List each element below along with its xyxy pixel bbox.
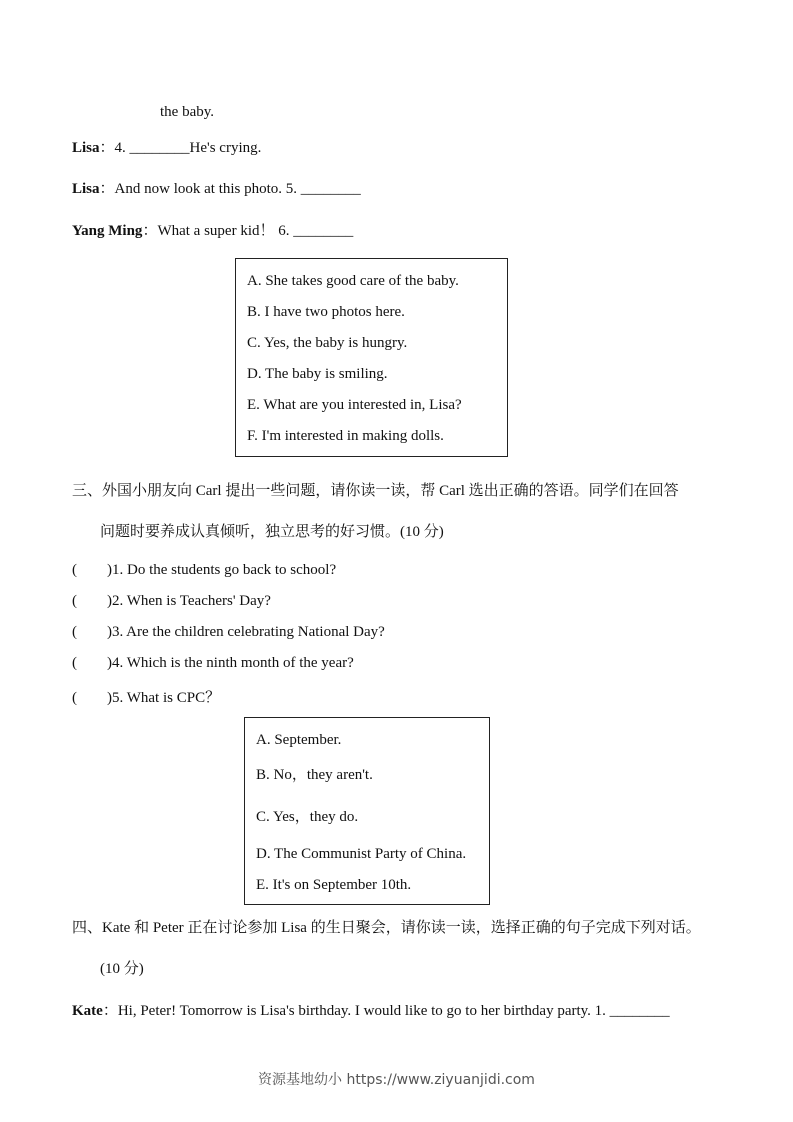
speaker-separator: ： — [102, 1003, 118, 1019]
option-item: E. What are you interested in, Lisa? — [247, 397, 462, 413]
dialogue-text: 4. ________He's crying. — [114, 140, 262, 156]
answer-blank: ( ) — [72, 690, 112, 706]
answer-blank: ( ) — [72, 624, 112, 640]
question-text: 2. When is Teachers' Day? — [112, 593, 271, 609]
option-item: C. Yes，they do. — [256, 809, 359, 825]
footer-watermark: 资源基地幼小 https://www.ziyuanjidi.com — [258, 1072, 535, 1088]
options-box — [235, 258, 508, 457]
dialogue-line — [72, 180, 361, 198]
dialogue-text: And now look at this photo. 5. ________ — [114, 181, 361, 197]
section-heading-cont: 问题时要养成认真倾听，独立思考的好习惯。(10 分) — [100, 524, 444, 540]
option-item: B. I have two photos here. — [247, 304, 405, 320]
answer-blank: ( ) — [72, 562, 112, 578]
question-text: 3. Are the children celebrating National Day? — [112, 624, 385, 640]
dialogue-line — [72, 222, 353, 240]
question-item — [72, 623, 385, 641]
section-heading: 三、外国小朋友向 Carl 提出一些问题，请你读一读，帮 Carl 选出正确的答语。同学们在回答 — [72, 483, 679, 499]
speaker-separator: ： — [142, 223, 158, 239]
option-item: B. No，they aren't. — [256, 767, 373, 783]
option-item: E. It's on September 10th. — [256, 877, 412, 893]
section-heading-cont: (10 分) — [100, 961, 144, 977]
speaker: Yang Ming — [72, 223, 143, 239]
option-item: A. September. — [256, 732, 342, 748]
dialogue-line — [72, 139, 261, 157]
question-item — [72, 561, 336, 579]
dialogue-line — [72, 1002, 670, 1020]
speaker: Lisa — [72, 181, 100, 197]
dialogue-continuation: the baby. — [160, 104, 215, 120]
options-box — [244, 717, 490, 905]
answer-blank: ( ) — [72, 655, 112, 671]
question-text: 4. Which is the ninth month of the year? — [112, 655, 354, 671]
dialogue-text: What a super kid！ 6. ________ — [157, 223, 354, 239]
question-item — [72, 654, 354, 672]
section-heading: 四、Kate 和 Peter 正在讨论参加 Lisa 的生日聚会，请你读一读，选择正确的句子完成下列对话。 — [72, 920, 701, 936]
option-item: A. She takes good care of the baby. — [247, 273, 459, 289]
dialogue-text: Hi, Peter! Tomorrow is Lisa's birthday. I would like to go to her birthday party. 1. ________ — [117, 1003, 670, 1019]
option-item: D. The baby is smiling. — [247, 366, 388, 382]
speaker: Lisa — [72, 140, 100, 156]
answer-blank: ( ) — [72, 593, 112, 609]
speaker-separator: ： — [99, 140, 115, 156]
speaker: Kate — [72, 1003, 103, 1019]
question-item — [72, 592, 271, 610]
speaker-separator: ： — [99, 181, 115, 197]
option-item: D. The Communist Party of China. — [256, 846, 467, 862]
option-item: F. I'm interested in making dolls. — [247, 428, 444, 444]
question-text: 1. Do the students go back to school? — [112, 562, 337, 578]
question-item — [72, 689, 220, 707]
option-item: C. Yes, the baby is hungry. — [247, 335, 408, 351]
question-text: 5. What is CPC？ — [112, 690, 221, 706]
